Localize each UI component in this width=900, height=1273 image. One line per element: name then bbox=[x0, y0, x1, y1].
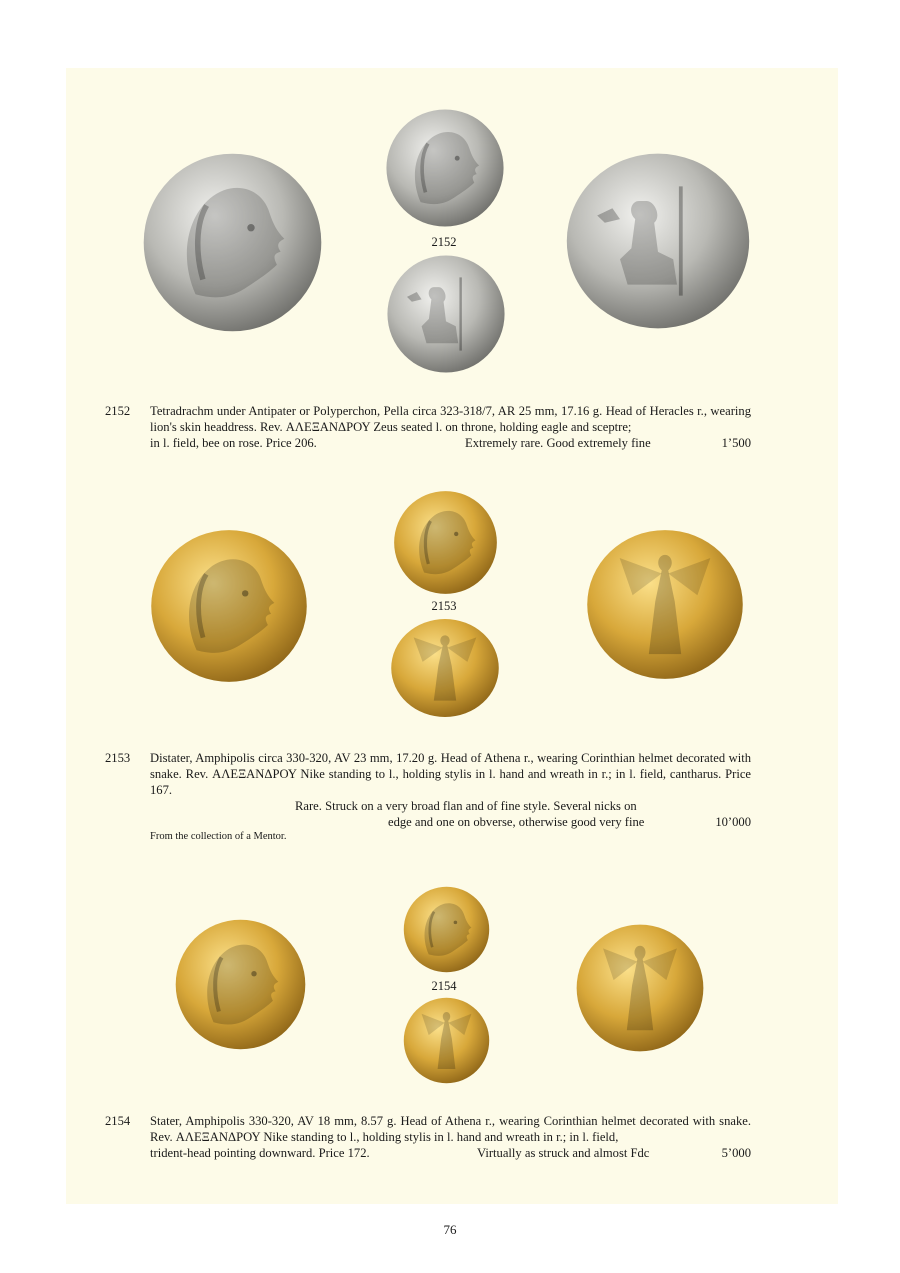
lot-2154-description bbox=[105, 1113, 751, 1161]
coin-2152-reverse-small bbox=[385, 253, 507, 375]
coin-2154-obverse-small bbox=[402, 885, 491, 974]
lot-text: Tetradrachm under Antipater or Polyperchon, Pella circa 323-318/7, AR 25 mm, 17.16 g. Head of Heracles r., wearing lion's skin headdress. Rev. ΑΛΕΞΑΝΔΡΟΥ Zeus seated l. on throne, holding eagle and sceptre; bbox=[150, 404, 751, 434]
lot-text-end: trident-head pointing downward. Price 172. bbox=[150, 1146, 370, 1160]
coin-2153-reverse-small bbox=[389, 617, 501, 719]
coin-2152-reverse-large bbox=[563, 150, 753, 332]
lot-grade-line-1: Rare. Struck on a very broad flan and of fine style. Several nicks on bbox=[295, 799, 637, 813]
lot-text: Distater, Amphipolis circa 330-320, AV 23 mm, 17.20 g. Head of Athena r., wearing Corinthian helmet decorated with snake. Rev. ΑΛΕΞΑΝΔΡΟΥ Nike standing to l., holding stylis in l. hand and wreath in r.; in l. field, cantharus. Price 167. bbox=[150, 751, 751, 797]
coin-2153-obverse-large bbox=[148, 527, 310, 685]
lot-number: 2152 bbox=[105, 404, 131, 418]
lot-2153-description bbox=[105, 750, 751, 844]
lot-2152-description bbox=[105, 403, 751, 451]
lot-grade-row-2 bbox=[105, 814, 751, 830]
lot-last-row bbox=[105, 1145, 751, 1161]
lot-rarity: Extremely rare. Good extremely fine bbox=[465, 436, 651, 450]
lot-number: 2154 bbox=[105, 1114, 131, 1128]
coin-2152-obverse-small bbox=[384, 107, 506, 229]
lot-rarity: Virtually as struck and almost Fdc bbox=[477, 1146, 650, 1160]
lot-number: 2153 bbox=[105, 751, 131, 765]
lot-price: 5’000 bbox=[721, 1146, 751, 1160]
coin-2154-reverse-small bbox=[402, 996, 491, 1085]
lot-price: 1’500 bbox=[721, 436, 751, 450]
page-number: 76 bbox=[443, 1222, 457, 1237]
lot-number-image-label: 2153 bbox=[431, 599, 457, 613]
lot-number-image-label: 2152 bbox=[431, 235, 457, 249]
coin-2153-reverse-large bbox=[584, 527, 746, 682]
lot-grade-line-2: edge and one on obverse, otherwise good very fine bbox=[388, 815, 645, 829]
lot-text: Stater, Amphipolis 330-320, AV 18 mm, 8.57 g. Head of Athena r., wearing Corinthian helmet decorated with snake. Rev. ΑΛΕΞΑΝΔΡΟΥ Nike standing to l., holding stylis in l. hand and wreath in r.; in l. field, bbox=[150, 1114, 751, 1144]
coin-2154-obverse-large bbox=[173, 917, 308, 1052]
lot-provenance: From the collection of a Mentor. bbox=[150, 831, 287, 842]
coin-2154-reverse-large bbox=[573, 922, 707, 1054]
coin-2153-obverse-small bbox=[392, 489, 499, 596]
lot-number-image-label: 2154 bbox=[431, 979, 457, 993]
lot-text-end: in l. field, bee on rose. Price 206. bbox=[150, 436, 317, 450]
lot-last-row bbox=[105, 435, 751, 451]
coin-2152-obverse-large bbox=[140, 150, 325, 335]
lot-grade-row-1 bbox=[105, 798, 751, 814]
lot-price: 10’000 bbox=[715, 815, 751, 829]
